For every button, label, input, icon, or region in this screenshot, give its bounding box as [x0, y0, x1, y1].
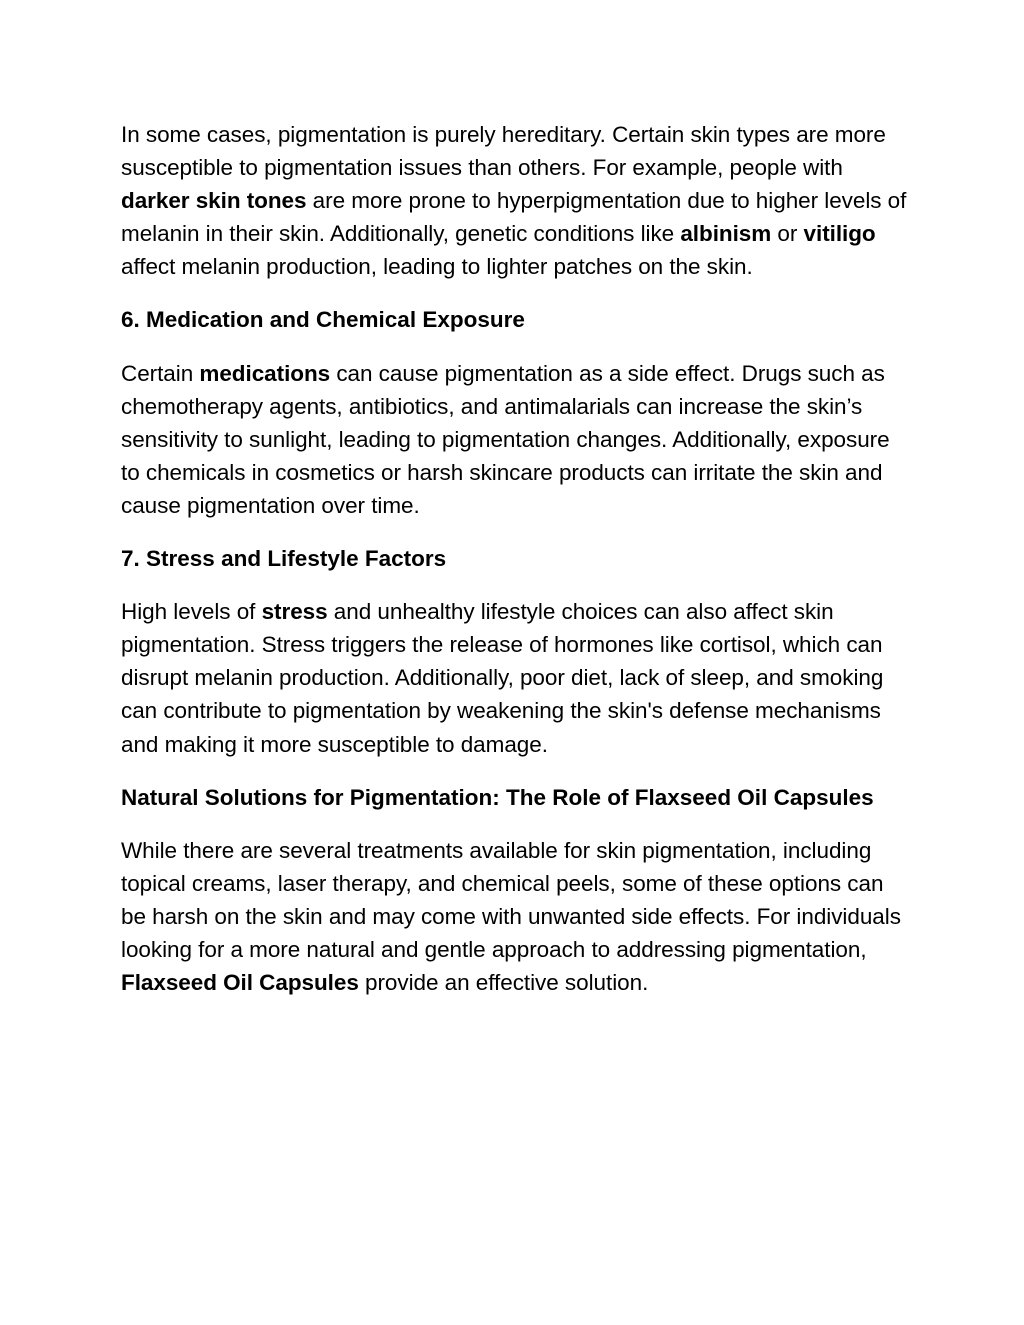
bold-medications: medications	[199, 360, 331, 386]
text-span: or	[771, 221, 804, 247]
text-span: While there are several treatments available for skin pigmentation, including topical creams, laser therapy, and chemical peels, some of these options can be harsh on the skin and may come with unwanted side effects. For individuals looking for a more natural and gentle approach to addressing pigmentation,	[121, 837, 901, 962]
paragraph-heredity	[121, 118, 911, 283]
bold-flaxseed-oil-capsules: Flaxseed Oil Capsules	[121, 970, 359, 996]
text-span: Certain	[121, 360, 200, 386]
paragraph-stress	[121, 595, 911, 760]
bold-albinism: albinism	[680, 221, 772, 247]
text-span: can cause pigmentation as a side effect. Drugs such as chemotherapy agents, antibiotics, and antimalarials can increase the skin’s sensitivity to sunlight, leading to pigmentation changes. Additionally, exposure to chemicals in cosmetics or harsh skincare products can irritate the skin and cause pigmentation over time.	[121, 360, 890, 518]
bold-vitiligo: vitiligo	[803, 221, 876, 247]
text-span: In some cases, pigmentation is purely hereditary. Certain skin types are more susceptible to pigmentation issues than others. For example, people with	[121, 122, 886, 181]
bold-stress: stress	[261, 599, 328, 625]
text-span: High levels of	[121, 599, 262, 625]
heading-natural-solutions: Natural Solutions for Pigmentation: The Role of Flaxseed Oil Capsules	[121, 784, 874, 810]
paragraph-natural-solutions	[121, 834, 911, 999]
text-span: provide an effective solution.	[358, 970, 649, 996]
text-span: are more prone to hyperpigmentation due to higher levels of melanin in their skin. Additionally, genetic conditions like	[121, 188, 907, 247]
bold-darker-skin-tones: darker skin tones	[121, 188, 307, 214]
text-span: affect melanin production, leading to lighter patches on the skin.	[121, 254, 753, 280]
text-span: and unhealthy lifestyle choices can also affect skin pigmentation. Stress triggers the release of hormones like cortisol, which can disrupt melanin production. Additionally, poor diet, lack of sleep, and smoking can contribute to pigmentation by weakening the skin's defense mechanisms and making it more susceptible to damage.	[121, 599, 884, 757]
heading-stress: 7. Stress and Lifestyle Factors	[121, 546, 447, 572]
paragraph-medication	[121, 357, 911, 522]
document-page	[121, 118, 911, 1019]
heading-medication: 6. Medication and Chemical Exposure	[121, 307, 525, 333]
